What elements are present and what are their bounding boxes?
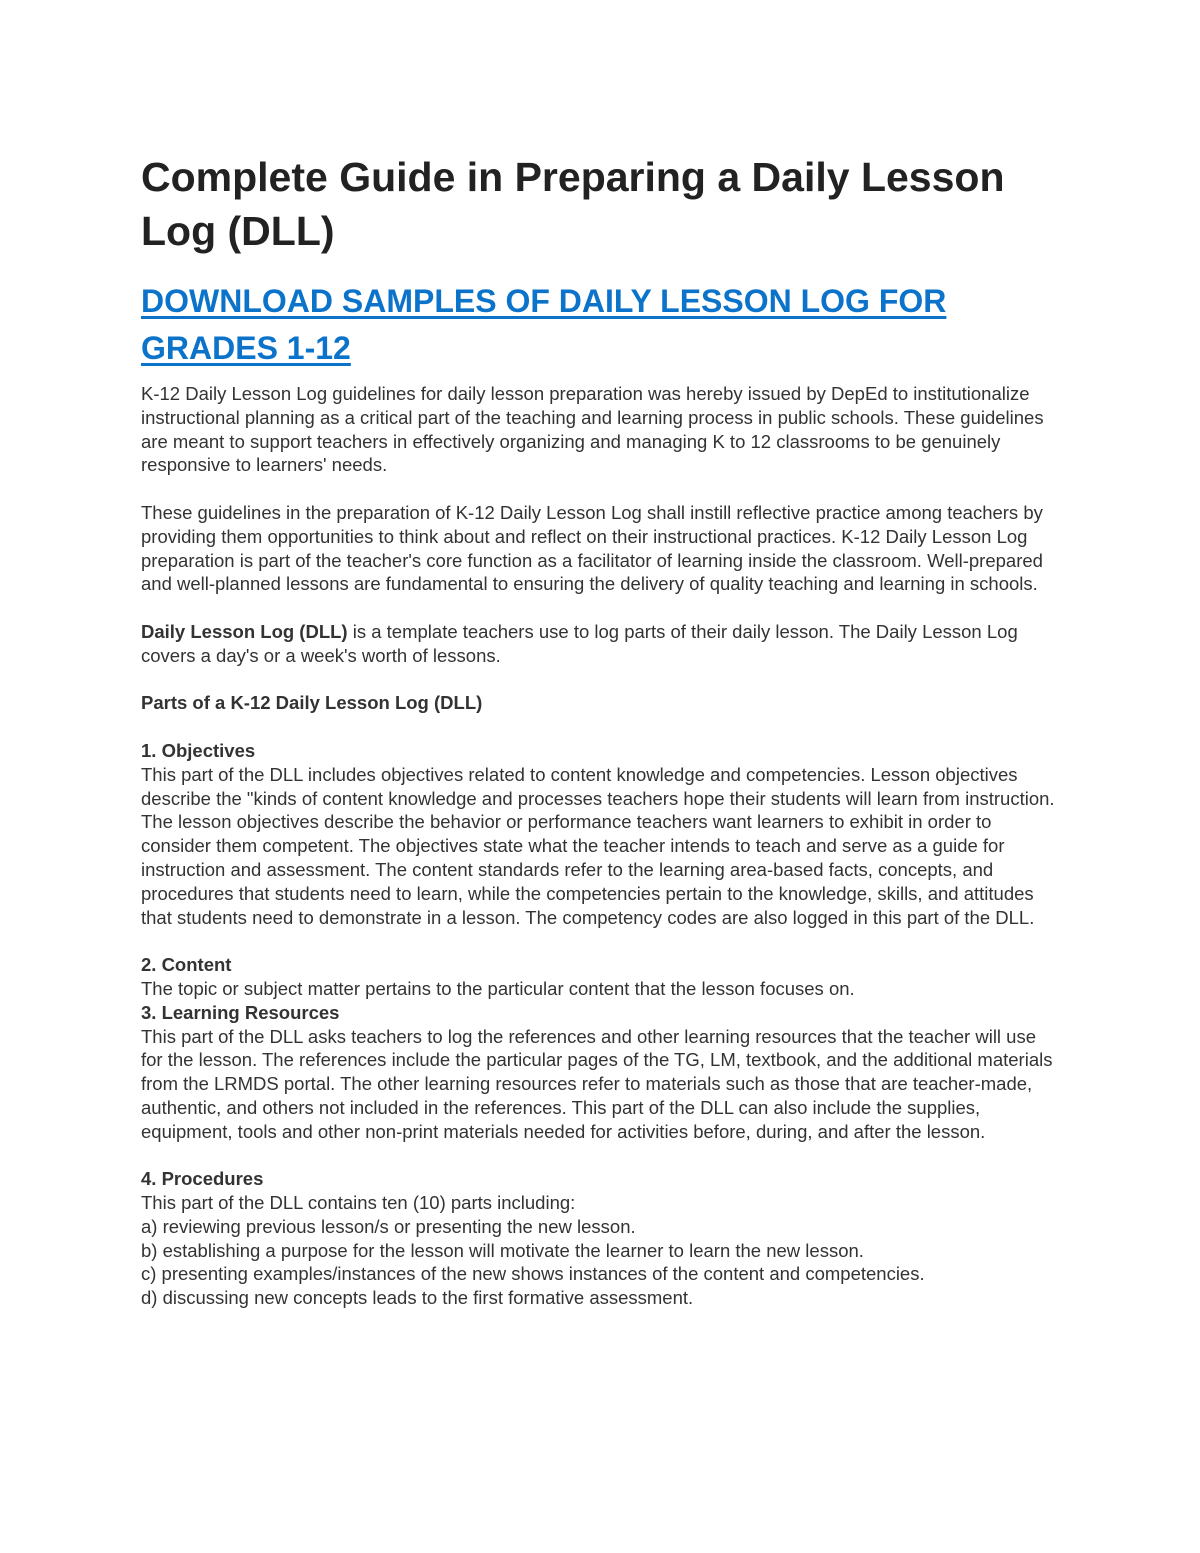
section-text: This part of the DLL includes objectives related to content knowledge and competencies. Lesson objectives describe the "kinds of content knowledge and processes teachers hope their students will learn from instruction. The lesson objectives describe the behavior or performance teachers want learners to exhibit in order to consider them competent. The objectives state what the teacher intends to teach and serve as a guide for instruction and assessment. The content standards refer to the learning area-based facts, concepts, and procedures that students need to learn, while the competencies pertain to the knowledge, skills, and attitudes that students need to demonstrate in a lesson. The competency codes are also logged in this part of the DLL. [141,763,1055,928]
procedure-item: c) presenting examples/instances of the new shows instances of the content and competencies. [141,1263,925,1285]
document-page [141,150,1061,1310]
section-heading: 3. Learning Resources [141,1001,340,1023]
procedure-item: a) reviewing previous lesson/s or presenting the new lesson. [141,1215,636,1237]
intro-paragraph-2: These guidelines in the preparation of K-12 Daily Lesson Log shall instill reflective practice among teachers by providing them opportunities to think about and reflect on their instructional practices. K-12 Daily Lesson Log preparation is part of the teacher's core function as a facilitator of learning inside the classroom. Well-prepared and well-planned lessons are fundamental to ensuring the delivery of quality teaching and learning in schools. [141,501,1043,595]
section-text: This part of the DLL contains ten (10) parts including: [141,1192,576,1214]
section-text: This part of the DLL asks teachers to log the references and other learning resources that the teacher will use for the lesson. The references include the particular pages of the TG, LM, textbook, and the additional materials from the LRMDS portal. The other learning resources refer to materials such as those that are teacher-made, authentic, and others not included in the references. This part of the DLL can also include the supplies, equipment, tools and other non-print materials needed for activities before, during, and after the lesson. [141,1025,1053,1142]
section-objectives [141,739,1061,929]
dll-definition-term: Daily Lesson Log (DLL) [141,620,348,642]
dll-definition-text: is a template teachers use to log parts of their daily lesson. The Daily Lesson Log covers a day's or a week's worth of lessons. [141,620,1018,666]
procedure-item: d) discussing new concepts leads to the first formative assessment. [141,1287,694,1309]
dll-definition-paragraph [141,620,1061,668]
section-text: The topic or subject matter pertains to the particular content that the lesson focuses on. [141,977,855,999]
section-heading: 1. Objectives [141,739,256,761]
procedure-item: b) establishing a purpose for the lesson will motivate the learner to learn the new lesson. [141,1239,864,1261]
section-content [141,953,1061,1001]
section-learning-resources [141,1001,1061,1144]
section-heading: 2. Content [141,954,232,976]
download-samples-link[interactable]: DOWNLOAD SAMPLES OF DAILY LESSON LOG FOR GRADES 1-12 [141,283,947,366]
parts-heading [141,691,1061,715]
section-procedures [141,1167,1061,1310]
page-title: Complete Guide in Preparing a Daily Lesson Log (DLL) [141,154,1005,254]
section-heading: 4. Procedures [141,1168,264,1190]
parts-heading-text: Parts of a K-12 Daily Lesson Log (DLL) [141,692,483,714]
intro-paragraph-1: K-12 Daily Lesson Log guidelines for daily lesson preparation was hereby issued by DepEd to institutionalize instructional planning as a critical part of the teaching and learning process in public schools. These guidelines are meant to support teachers in effectively organizing and managing K to 12 classrooms to be genuinely responsive to learners' needs. [141,383,1044,476]
